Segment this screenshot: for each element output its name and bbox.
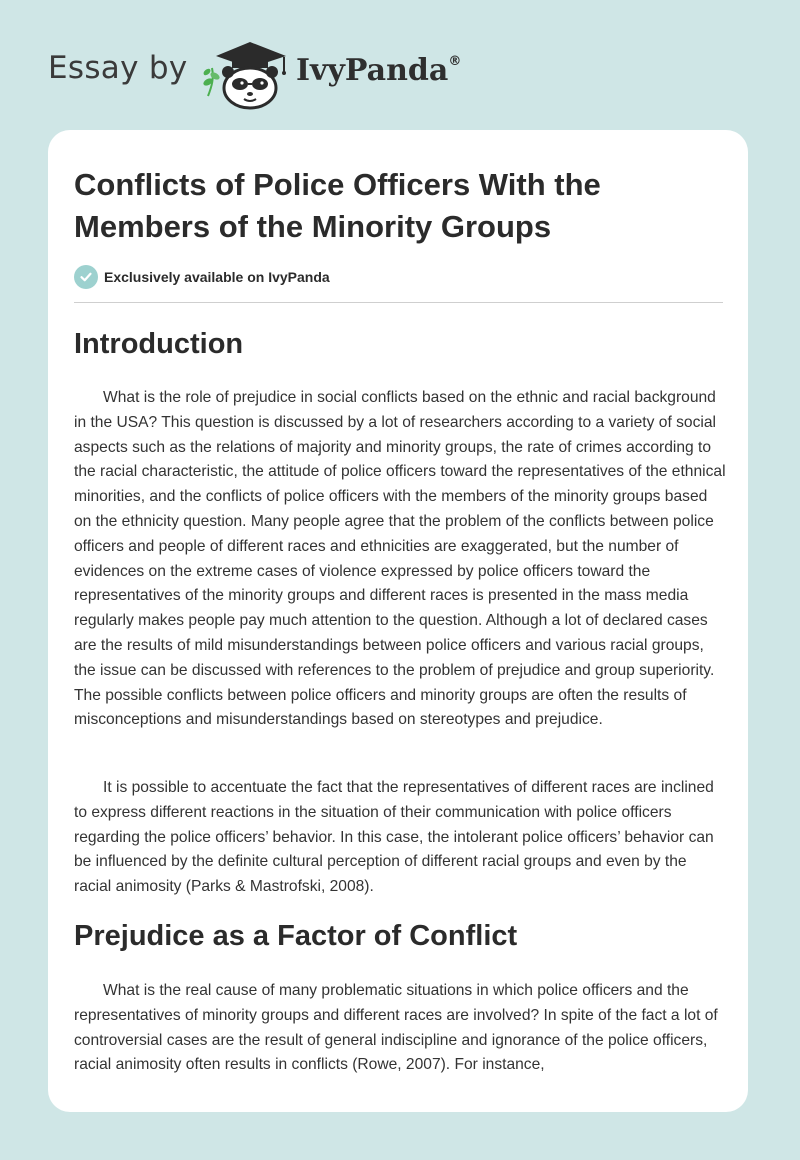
site-header <box>0 0 800 130</box>
essay-by-label: Essay by <box>48 50 188 86</box>
brand-name[interactable] <box>296 53 461 88</box>
section-heading-prejudice: Prejudice as a Factor of Conflict <box>74 920 518 952</box>
exclusive-badge <box>74 264 330 290</box>
paragraph: It is possible to accentuate the fact that the representatives of different races are inclined to express different reactions in the situation of their communication with police officers regarding the police officers’ behavior. In this case, the intolerant police officers’ behavior can be influenced by the definite cultural perception of different racial groups and even by the racial animosity (Parks & Mastrofski, 2008). <box>74 779 714 896</box>
page-title: Conflicts of Police Officers With the Members of the Minority Groups <box>74 167 601 244</box>
essay-card <box>48 130 748 1112</box>
paragraph: What is the real cause of many problematic situations in which police officers and the representatives of minority groups and different races are involved? In spite of the fact a lot of controversial cases are the result of general indiscipline and ignorance of the police officers, racial animosity often results in conflicts (Rowe, 2007). For instance, <box>74 982 718 1074</box>
brand-label: IvyPanda <box>296 53 449 88</box>
registered-mark: ® <box>448 54 462 69</box>
paragraph: What is the role of prejudice in social conflicts based on the ethnic and racial background in the USA? This question is discussed by a lot of researchers according to a variety of social aspects such as the relations of majority and minority groups, the rate of crimes according to the racial characteristic, the attitude of police officers toward the representatives of the ethnical minorities, and the conflicts of police officers with the members of the minority groups based on the ethnicity question. Many people agree that the problem of the conflicts between police officers and people of different races and ethnicities are exaggerated, but the number of evidences on the extreme cases of violence expressed by police officers toward the representatives of the minority groups and different races is presented in the mass media regularly makes people pay much attention to the question. Although a lot of declared cases are the results of mild misunderstandings between police officers and various racial groups, the issue can be discussed with references to the problem of prejudice and group superiority. The possible conflicts between police officers and minority groups are often the results of misconceptions and misunderstandings based on stereotypes and prejudice. <box>74 389 726 729</box>
panda-graduate-icon[interactable] <box>200 38 292 110</box>
check-icon <box>74 265 98 289</box>
section-heading-introduction: Introduction <box>74 328 244 360</box>
exclusive-badge-label: Exclusively available on IvyPanda <box>104 269 330 285</box>
divider <box>74 302 723 303</box>
